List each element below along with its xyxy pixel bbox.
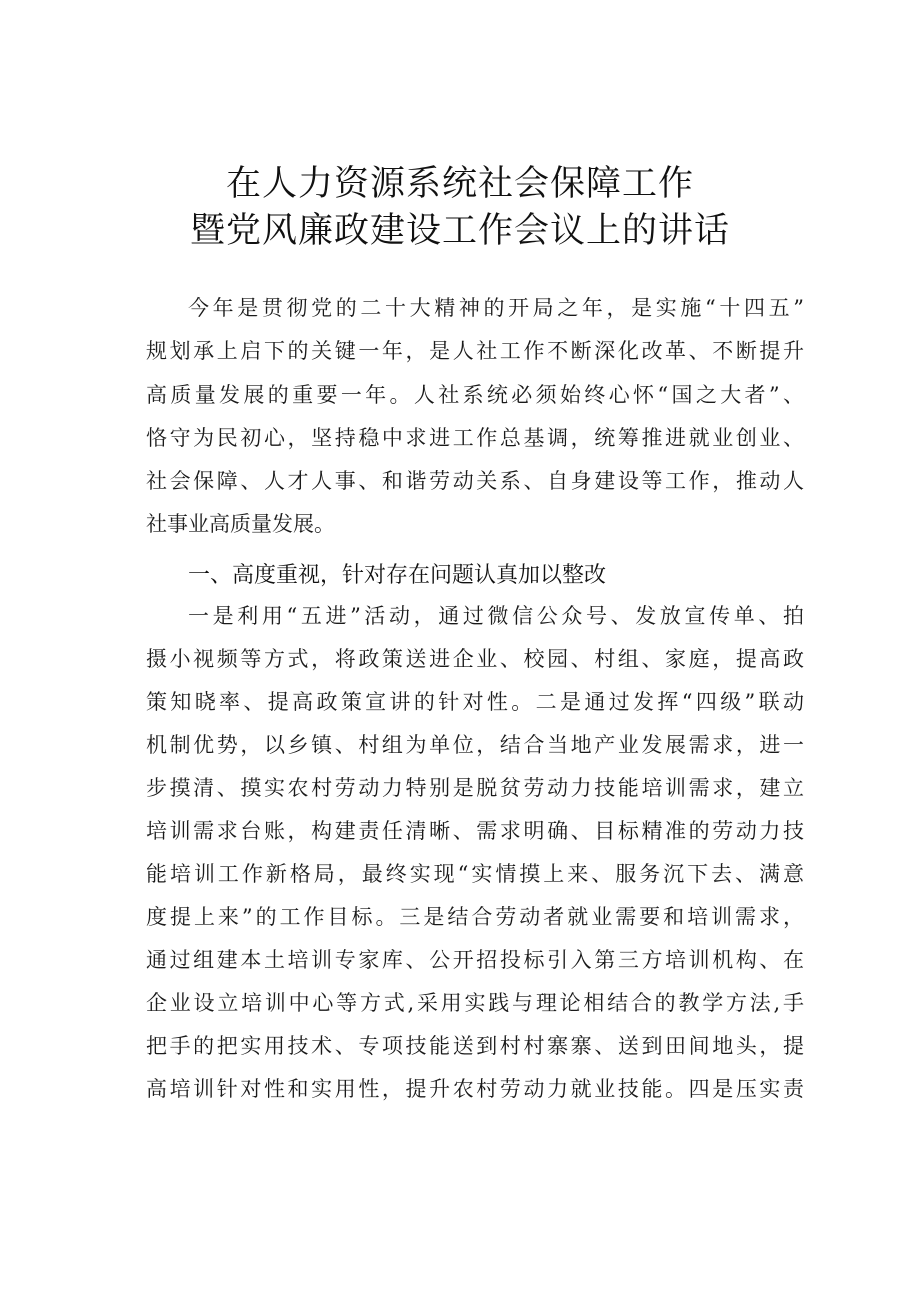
paragraph-line: 能培训工作新格局，最终实现“实情摸上来、服务沉下去、满意 xyxy=(146,862,804,886)
paragraph-line: 策知晓率、提高政策宣讲的针对性。二是通过发挥“四级”联动 xyxy=(146,690,804,714)
document-title-line-2: 暨党风廉政建设工作会议上的讲话 xyxy=(189,211,730,251)
paragraph-line: 步摸清、摸实农村劳动力特别是脱贫劳动力技能培训需求，建立 xyxy=(146,776,804,800)
paragraph-line: 社会保障、人才人事、和谐劳动关系、自身建设等工作，推动人 xyxy=(146,469,804,493)
paragraph-line: 今年是贯彻党的二十大精神的开局之年，是实施“十四五” xyxy=(188,296,804,320)
paragraph-line: 一是利用“五进”活动，通过微信公众号、发放宣传单、拍 xyxy=(188,604,804,628)
paragraph-line: 高质量发展的重要一年。人社系统必须始终心怀“国之大者”、 xyxy=(146,383,804,407)
paragraph-line: 通过组建本土培训专家库、公开招投标引入第三方培训机构、在 xyxy=(146,948,804,972)
paragraph-line: 摄小视频等方式，将政策送进企业、校园、村组、家庭，提高政 xyxy=(146,647,804,671)
paragraph-line: 机制优势，以乡镇、村组为单位，结合当地产业发展需求，进一 xyxy=(146,733,804,757)
section-heading: 一、高度重视，针对存在问题认真加以整改 xyxy=(188,563,607,588)
paragraph-line: 恪守为民初心，坚持稳中求进工作总基调，统筹推进就业创业、 xyxy=(146,426,804,450)
paragraph-line: 把手的把实用技术、专项技能送到村村寨寨、送到田间地头，提 xyxy=(146,1034,804,1058)
paragraph-line: 规划承上启下的关键一年，是人社工作不断深化改革、不断提升 xyxy=(146,339,804,363)
paragraph-line: 度提上来”的工作目标。三是结合劳动者就业需要和培训需求， xyxy=(146,905,804,929)
paragraph-line: 社事业高质量发展。 xyxy=(146,512,335,536)
paragraph-line: 高培训针对性和实用性，提升农村劳动力就业技能。四是压实责 xyxy=(146,1077,804,1101)
paragraph-line: 培训需求台账，构建责任清晰、需求明确、目标精准的劳动力技 xyxy=(146,819,804,843)
paragraph-line: 企业设立培训中心等方式,采用实践与理论相结合的教学方法,手 xyxy=(146,991,804,1015)
document-title-line-1: 在人力资源系统社会保障工作 xyxy=(225,164,694,204)
